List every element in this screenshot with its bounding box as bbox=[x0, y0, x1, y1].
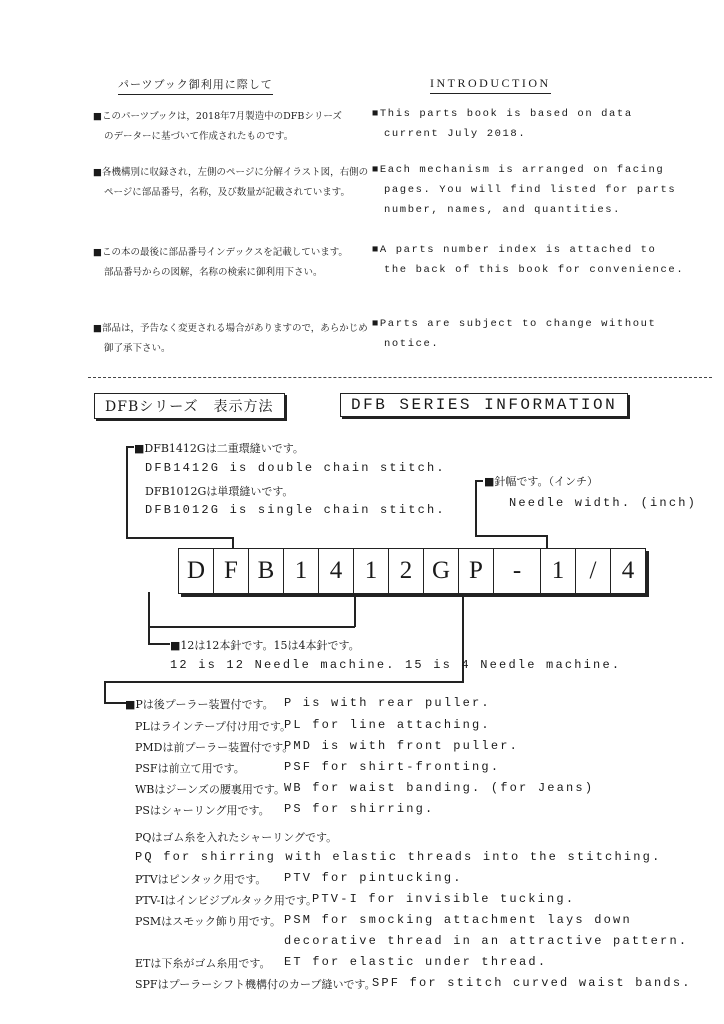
intro-jp-2a: ■各機構別に収録され，左側のページに分解イラスト図，右側の bbox=[93, 167, 369, 178]
option-en: PMD is with front puller. bbox=[284, 739, 520, 753]
model-char: 4 bbox=[621, 557, 635, 584]
model-char: 1 bbox=[354, 549, 389, 593]
connector-needle-h-top bbox=[475, 480, 483, 482]
connector-needle-v bbox=[475, 480, 477, 536]
connector-count-h-top bbox=[148, 626, 355, 628]
option-en: P is with rear puller. bbox=[284, 696, 491, 710]
intro-en-2c: number, names, and quantities. bbox=[384, 204, 622, 216]
extra-en: PTV-I for invisible tucking. bbox=[312, 892, 576, 906]
model-char: - bbox=[494, 549, 541, 593]
model-code bbox=[178, 548, 646, 594]
model-char: D bbox=[179, 549, 214, 593]
intro-en-4a: ■Parts are subject to change without bbox=[372, 318, 657, 330]
connector-count-up bbox=[354, 592, 356, 627]
model-char: / bbox=[576, 549, 611, 593]
needle-width-jp: ■針幅です。（インチ） bbox=[484, 475, 599, 488]
series-en-title: DFB SERIES INFORMATION bbox=[340, 393, 628, 417]
option-jp: PSはシャーリング用です。 bbox=[135, 804, 270, 817]
option-jp: PSFは前立て用です。 bbox=[135, 762, 245, 775]
option-jp: WBはジーンズの腰裏用です。 bbox=[135, 783, 285, 796]
connector-needle-down bbox=[546, 535, 548, 548]
intro-jp-3a: ■この本の最後に部品番号インデックスを記載しています。 bbox=[93, 247, 348, 258]
option-en: WB for waist banding. (for Jeans) bbox=[284, 781, 595, 795]
connector-stitch-h-top bbox=[126, 446, 134, 448]
model-char: B bbox=[249, 549, 284, 593]
option-en: PSF for shirt-fronting. bbox=[284, 760, 501, 774]
extra-jp: PTV-Ⅰはインビジブルタック用です。 bbox=[135, 894, 317, 907]
needle-width-en: Needle width. (inch) bbox=[509, 496, 698, 510]
extra-jp: ETは下糸がゴム糸用です。 bbox=[135, 957, 271, 970]
extra-en: SPF for stitch curved waist bands. bbox=[372, 976, 692, 990]
intro-jp-3b: 部品番号からの図解，名称の検索に御利用下さい。 bbox=[104, 267, 323, 278]
intro-jp-1b: のデーターに基づいて作成されたものです。 bbox=[104, 131, 294, 142]
series-jp-title: DFBシリーズ 表示方法 bbox=[94, 393, 285, 419]
needle-count-jp: ■12は12本針です。15は4本針です。 bbox=[170, 639, 360, 652]
intro-en-2b: pages. You will find listed for parts bbox=[384, 184, 677, 196]
extra-en: decorative thread in an attractive pattern. bbox=[284, 934, 689, 948]
intro-en-3a: ■A parts number index is attached to bbox=[372, 244, 657, 256]
option-jp: PMDは前プーラー装置付です。 bbox=[135, 741, 294, 754]
connector-stitch-v bbox=[126, 446, 128, 538]
model-char: 4 bbox=[319, 549, 354, 593]
intro-jp-2b: ページに部品番号，名称，及び数量が記載されています。 bbox=[104, 187, 351, 198]
model-char: 2 bbox=[389, 549, 424, 593]
connector-stitch-h bbox=[126, 537, 233, 539]
intro-en-1a: ■This parts book is based on data bbox=[372, 108, 633, 120]
connector-count-v bbox=[148, 592, 150, 644]
option-en: PS for shirring. bbox=[284, 802, 435, 816]
extra-en: PTV for pintucking. bbox=[284, 871, 463, 885]
pq-jp: PQはゴム糸を入れたシャーリングです。 bbox=[135, 831, 338, 844]
model-char: 1 bbox=[541, 549, 576, 593]
model-char: G bbox=[424, 549, 459, 593]
option-jp: PLはラインテープ付け用です。 bbox=[135, 720, 291, 733]
intro-jp-4a: ■部品は，予告なく変更される場合がありますので，あらかじめ bbox=[93, 323, 368, 334]
section-divider bbox=[88, 377, 712, 378]
intro-en-title: INTRODUCTION bbox=[430, 76, 551, 94]
extra-en: PSM for smocking attachment lays down bbox=[284, 913, 632, 927]
stitch-en-2: DFB1012G is single chain stitch. bbox=[145, 503, 446, 517]
intro-jp-4b: 御了承下さい。 bbox=[104, 343, 171, 354]
intro-en-2a: ■Each mechanism is arranged on facing bbox=[372, 164, 665, 176]
extra-jp: PSMはスモック飾り用です。 bbox=[135, 915, 281, 928]
connector-option-h2 bbox=[104, 702, 126, 704]
model-char: P bbox=[459, 549, 494, 593]
extra-en: ET for elastic under thread. bbox=[284, 955, 548, 969]
pq-en: PQ for shirring with elastic threads into the stitching. bbox=[135, 850, 662, 864]
stitch-jp-1: ■DFB1412Gは二重環縫いです。 bbox=[134, 442, 304, 455]
model-char: F bbox=[214, 549, 249, 593]
option-jp: ■Pは後プーラー装置付です。 bbox=[125, 698, 274, 711]
stitch-jp-2: DFB1012Gは単環縫いです。 bbox=[145, 485, 294, 498]
extra-jp: SPFはプーラーシフト機構付のカーブ縫いです。 bbox=[135, 978, 376, 991]
connector-option-h bbox=[104, 681, 464, 683]
connector-option-down bbox=[104, 681, 106, 703]
intro-jp-1a: ■このパーツブックは，2018年7月製造中のDFBシリーズ bbox=[93, 111, 342, 122]
connector-stitch-down bbox=[232, 537, 234, 548]
connector-count-h bbox=[148, 643, 170, 645]
extra-jp: PTVはピンタック用です。 bbox=[135, 873, 267, 886]
connector-needle-h bbox=[475, 535, 547, 537]
intro-jp-title: パーツブック御利用に際して bbox=[118, 76, 273, 95]
model-char: 1 bbox=[284, 549, 319, 593]
stitch-en-1: DFB1412G is double chain stitch. bbox=[145, 461, 446, 475]
intro-en-3b: the back of this book for convenience. bbox=[384, 264, 685, 276]
needle-count-en: 12 is 12 Needle machine. 15 is 4 Needle machine. bbox=[170, 658, 622, 672]
intro-en-4b: notice. bbox=[384, 338, 440, 350]
option-en: PL for line attaching. bbox=[284, 718, 491, 732]
intro-en-1b: current July 2018. bbox=[384, 128, 527, 140]
